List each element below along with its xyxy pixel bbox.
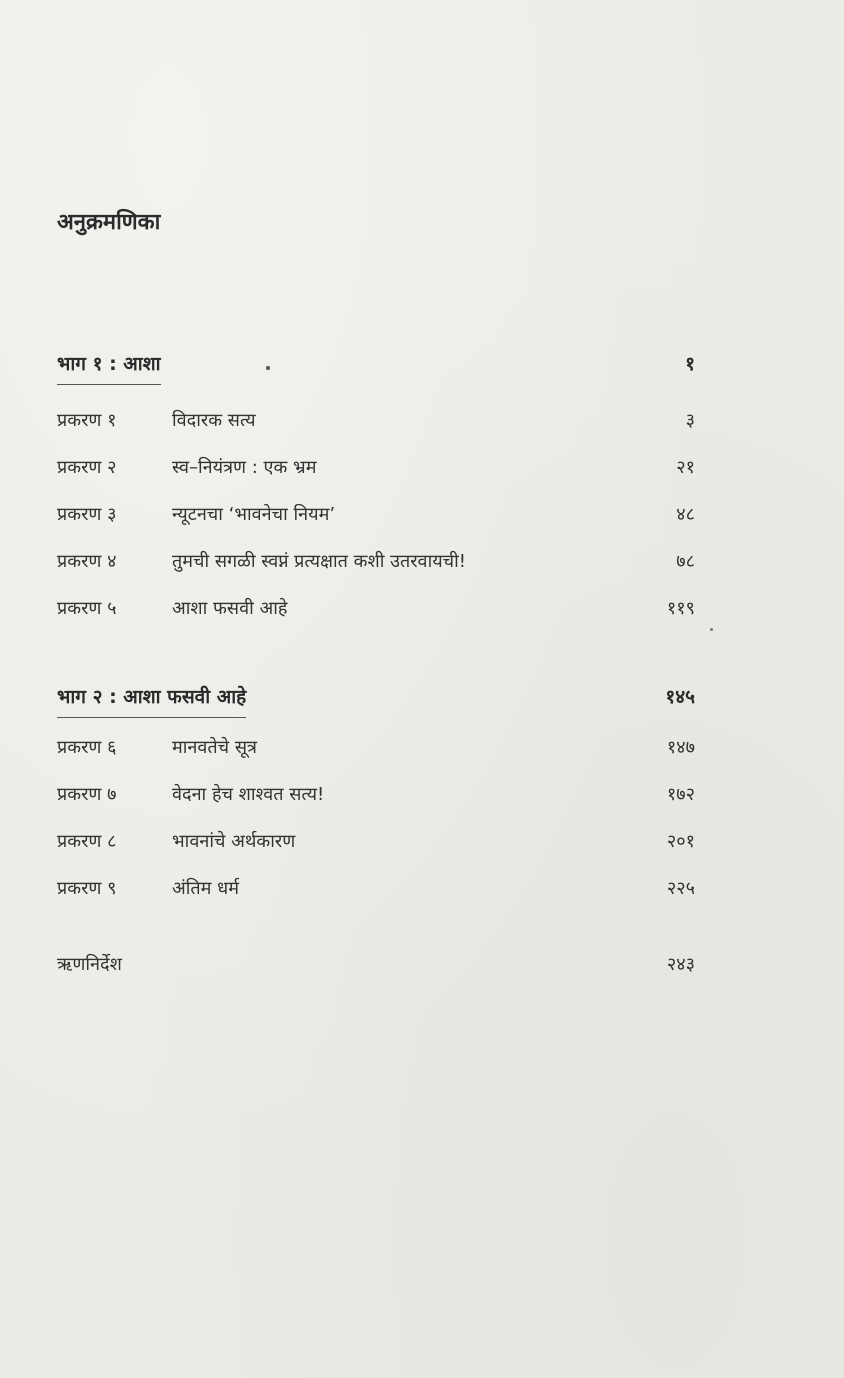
chapter-page-number: ७८ xyxy=(676,551,695,572)
chapter-row[interactable] xyxy=(57,455,697,485)
chapter-row[interactable] xyxy=(57,829,697,859)
chapter-page-number: २१ xyxy=(676,457,695,478)
chapter-row[interactable] xyxy=(57,596,697,626)
chapter-label: प्रकरण १ xyxy=(57,410,117,431)
chapter-row[interactable] xyxy=(57,502,697,532)
chapter-title: स्व–नियंत्रण : एक भ्रम xyxy=(172,457,317,478)
part-page-number: १ xyxy=(685,353,695,375)
chapter-page-number: ४८ xyxy=(676,504,695,525)
chapter-row[interactable] xyxy=(57,735,697,765)
chapter-label: प्रकरण ९ xyxy=(57,878,117,899)
chapter-title: तुमची सगळी स्वप्नं प्रत्यक्षात कशी उतरवायची! xyxy=(172,551,466,572)
chapter-page-number: २०१ xyxy=(666,831,695,852)
chapter-row[interactable] xyxy=(57,408,697,438)
part-heading[interactable] xyxy=(57,350,697,384)
chapter-row[interactable] xyxy=(57,876,697,906)
chapter-label: प्रकरण ५ xyxy=(57,598,117,619)
ink-dot xyxy=(266,366,270,370)
paper-speck xyxy=(710,628,713,631)
chapter-title: भावनांचे अर्थकारण xyxy=(172,831,296,852)
chapter-page-number: ११९ xyxy=(666,598,695,619)
endnotes-page-number: २४३ xyxy=(666,954,695,975)
chapter-title: वेदना हेच शाश्वत सत्य! xyxy=(172,784,325,805)
chapter-label: प्रकरण २ xyxy=(57,457,117,478)
chapter-title: विदारक सत्य xyxy=(172,410,256,431)
chapter-title: आशा फसवी आहे xyxy=(172,598,288,619)
chapter-title: न्यूटनचा ‘भावनेचा नियम’ xyxy=(172,504,336,525)
chapter-label: प्रकरण ८ xyxy=(57,831,117,852)
chapter-page-number: १७२ xyxy=(666,784,695,805)
toc-title: अनुक्रमणिका xyxy=(57,210,161,235)
chapter-row[interactable] xyxy=(57,549,697,579)
part-page-number: १४५ xyxy=(665,686,695,708)
chapter-label: प्रकरण ६ xyxy=(57,737,117,758)
chapter-page-number: १४७ xyxy=(666,737,695,758)
chapter-title: अंतिम धर्म xyxy=(172,878,239,899)
chapter-label: प्रकरण ३ xyxy=(57,504,117,525)
part-heading[interactable] xyxy=(57,683,697,717)
endnotes-title: ऋणनिर्देश xyxy=(57,954,122,975)
chapter-page-number: ३ xyxy=(685,410,695,431)
part-title: भाग २ : आशा फसवी आहे xyxy=(57,683,246,718)
chapter-title: मानवतेचे सूत्र xyxy=(172,737,257,758)
chapter-row[interactable] xyxy=(57,782,697,812)
part-title: भाग १ : आशा xyxy=(57,350,161,385)
chapter-label: प्रकरण ४ xyxy=(57,551,117,572)
chapter-page-number: २२५ xyxy=(666,878,695,899)
chapter-label: प्रकरण ७ xyxy=(57,784,117,805)
